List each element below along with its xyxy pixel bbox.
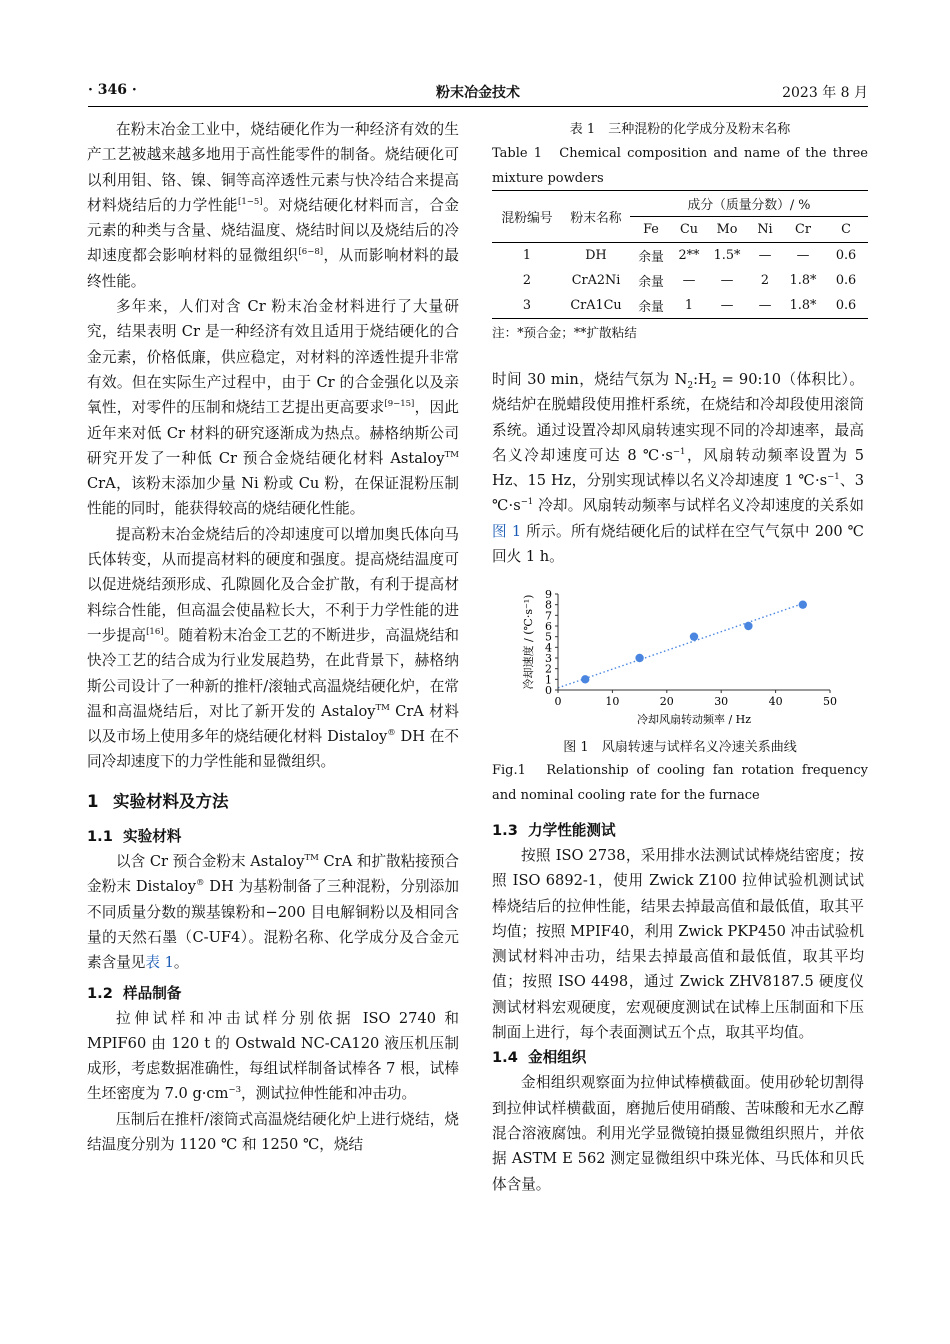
paragraph-intro-2: 多年来，人们对含 Cr 粉末冶金材料进行了大量研究，结果表明 Cr 是一种经济有效且适用于烧结硬化的合金元素，价格低廉，供应稳定，对材料的淬透性提升非常有效。但在实际生产过程中，由于 Cr 的合金强化以及亲氧性，对零件的压制和烧结工艺提出更高要求[9−15]，因此近年来对低 Cr 材料的研究逐渐成为热点。赫格纳斯公司研究开发了一种低 Cr 预合金烧结硬化材料 Astaloy™ CrA，该粉末添加少量 Ni 粉或 Cu 粉，在保证混粉压制性能的同时，能获得较高的烧结硬化性能。 [87, 298, 459, 518]
table-header-composition: 成分（质量分数）/ % [630, 191, 868, 217]
journal-title: 粉末冶金技术 [436, 85, 520, 101]
data-point [635, 654, 643, 662]
trend-line [558, 604, 803, 688]
left-column [87, 117, 459, 1157]
subsection-heading-1-4: 1.4 金相组织 [492, 1049, 587, 1067]
paragraph-sample-prep: 拉伸试样和冲击试样分别依据 ISO 2740 和 MPIF60 由 120 t 的 Ostwald NC-CA120 液压机压制成形，考虑数据准确性，每组试样制备试棒各 7 根，试棒生坯密度为 7.0 $g\cdot cm^{-3}$，测试拉伸性能和冲击功。 [87, 1009, 459, 1103]
x-tick-label: 20 [659, 695, 674, 708]
y-tick-label: 3 [545, 652, 552, 665]
data-point [799, 600, 807, 608]
paragraph-sintering-cont: 时间 30 min，烧结气氛为 $N_2:H_2$ = 90:10（体积比）。烧结炉在脱蜡段使用推杆系统，在烧结和冷却段使用滚筒系统。通过设置冷却风扇转速实现不同的冷却速率，最高名义冷却速度可达 8 $℃\cdot s^{-1}$，风扇转动频率设置为 5 Hz、15 Hz，分别实现试棒以名义冷却速度 1 $℃\cdot s^{-1}$、3 $℃\cdot s^{-1}$ 冷却。风扇转动频率与试样名义冷却速度的关系如图 1 所示。所有烧结硬化后的试样在空气气氛中 200 ℃ 回火 1 h。 [492, 371, 864, 566]
y-tick-label: 7 [545, 609, 552, 623]
paragraph-mechanical-testing: 按照 ISO 2738，采用排水法测试试棒烧结密度；按照 ISO 6892-1，使用 Zwick Z100 拉伸试验机测试试棒烧结后的拉伸性能，结果去掉最高值和最低值，取其平均值；按照 MPIF40，利用 Zwick PKP450 冲击试验机测试材料冲击功，结果去掉最高值和最低值，取其平均值；按照 ISO 4498，通过 Zwick ZHV8187.5 硬度仪测试材料宏观硬度，宏观硬度测试在试棒上压制面和下压制面上进行，每个表面测试五个点，取其平均值。 [492, 847, 864, 1042]
table-1-link[interactable]: 表 1 [145, 954, 174, 972]
subsection-heading-1-2: 1.2 样品制备 [87, 984, 182, 1002]
data-point [581, 675, 589, 683]
figure-1-chart [510, 586, 850, 731]
table-row: 3 CrA1Cu 余量 1 — — 1.8* 0.6 [492, 293, 868, 319]
section-heading-1: 1 实验材料及方法 [87, 791, 229, 811]
y-tick-label: 2 [545, 662, 552, 676]
y-tick-label: 1 [545, 673, 552, 687]
data-point [744, 622, 752, 630]
table-header-element: Mo [716, 222, 738, 237]
y-tick-label: 6 [545, 620, 552, 633]
table-header-element: Fe [643, 222, 659, 237]
table-header-element: Ni [757, 222, 773, 237]
issue-date: 2023 年 8 月 [782, 85, 868, 101]
table-header-element: Cr [795, 222, 811, 237]
x-tick-label: 10 [605, 695, 620, 708]
table-header-element: Cu [679, 222, 699, 237]
y-tick-label: 9 [545, 588, 552, 601]
x-axis-label: 冷却风扇转动频率 / Hz [636, 713, 752, 726]
paragraph-metallography: 金相组织观察面为拉伸试棒横截面。使用砂轮切割得到拉伸试样横截面，磨抛后使用硝酸、苦味酸和无水乙醇混合溶液腐蚀。利用光学显微镜拍摄显微组织照片，并依据 ASTM E 562 测定显微组织中珠光体、马氏体和贝氏体含量。 [492, 1074, 864, 1193]
figure-1-link[interactable]: 图 1 [492, 522, 522, 540]
figure-1-caption-en: Fig.1 Relationship of cooling fan rotation frequency and nominal cooling rate for the furnace [492, 763, 868, 803]
x-tick-label: 30 [714, 695, 729, 708]
subsection-heading-1-3: 1.3 力学性能测试 [492, 822, 616, 839]
page-header [88, 82, 868, 104]
table-header-name: 粉末名称 [570, 211, 622, 226]
header-rule [88, 106, 868, 107]
table-1-caption-zh: 表 1 三种混粉的化学成分及粉末名称 [569, 122, 791, 137]
x-tick-label: 0 [554, 695, 562, 708]
y-tick-label: 5 [545, 630, 552, 644]
paragraph-sintering: 压制后在推杆/滚筒式高温烧结硬化炉上进行烧结，烧结温度分别为 1120 ℃ 和 1250 ℃，烧结 [87, 1110, 459, 1153]
y-tick-label: 0 [545, 684, 552, 697]
table-1 [492, 190, 868, 319]
table-1-note: 注：*预合金；**扩散粘结 [492, 325, 637, 340]
right-column-lower [492, 818, 864, 1197]
y-tick-label: 8 [545, 598, 552, 612]
table-1-caption-en: Table 1 Chemical composition and name of the three mixture powders [492, 146, 868, 186]
y-axis-label: 冷却速度 / (℃·s⁻¹) [522, 594, 535, 690]
page-number: · 346 · [88, 82, 137, 98]
table-header-element: C [841, 222, 851, 237]
subsection-heading-1-1: 1.1 实验材料 [87, 828, 182, 846]
paragraph-intro-1: 在粉末冶金工业中，烧结硬化作为一种经济有效的生产工艺被越来越多地用于高性能零件的制备。烧结硬化可以利用钼、铬、镍、铜等高淬透性元素与快冷结合来提高材料烧结后的力学性能[1−5]。对烧结硬化材料而言，合金元素的种类与含量、烧结温度、烧结时间以及烧结后的冷却速度都会影响材料的显微组织[6−8]，从而影响材料的最终性能。 [87, 121, 459, 290]
table-row: 1 DH 余量 2** 1.5* — — 0.6 [522, 248, 857, 265]
table-header-id: 混粉编号 [501, 211, 553, 226]
x-tick-label: 40 [768, 695, 783, 708]
figure-1-caption-zh: 图 1 风扇转速与试样名义冷速关系曲线 [563, 740, 797, 755]
x-tick-label: 50 [823, 695, 837, 708]
table-row: 2 CrA2Ni 余量 — — 2 1.8* 0.6 [522, 273, 857, 290]
y-tick-label: 4 [545, 641, 552, 655]
right-column-upper [492, 367, 864, 569]
paragraph-materials: 以含 Cr 预合金粉末 Astaloy™ CrA 和扩散粘接预合金粉末 Distaloy® DH 为基粉制备了三种混粉，分别添加不同质量分数的羰基镍粉和−200 目电解铜粉以及相同含量的天然石墨（C-UF4）。混粉名称、化学成分及合金元素含量见表 1。 [87, 853, 460, 972]
data-point [690, 632, 698, 640]
paragraph-intro-3: 提高粉末冶金烧结后的冷却速度可以增加奥氏体向马氏体转变，从而提高材料的硬度和强度。提高烧结温度可以促进烧结颈形成、孔隙圆化及合金扩散，有利于提高材料综合性能，但高温会使晶粒长大，不利于力学性能的进一步提高[16]。随着粉末冶金工艺的不断进步，高温烧结和快冷工艺的结合成为行业发展趋势，在此背景下，赫格纳斯公司设计了一种新的推杆/滚轴式高温烧结硬化炉，在常温和高温烧结后，对比了新开发的 Astaloy™ CrA 材料以及市场上使用多年的烧结硬化材料 Distaloy® DH 在不同冷却速度下的力学性能和显微组织。 [87, 525, 460, 771]
